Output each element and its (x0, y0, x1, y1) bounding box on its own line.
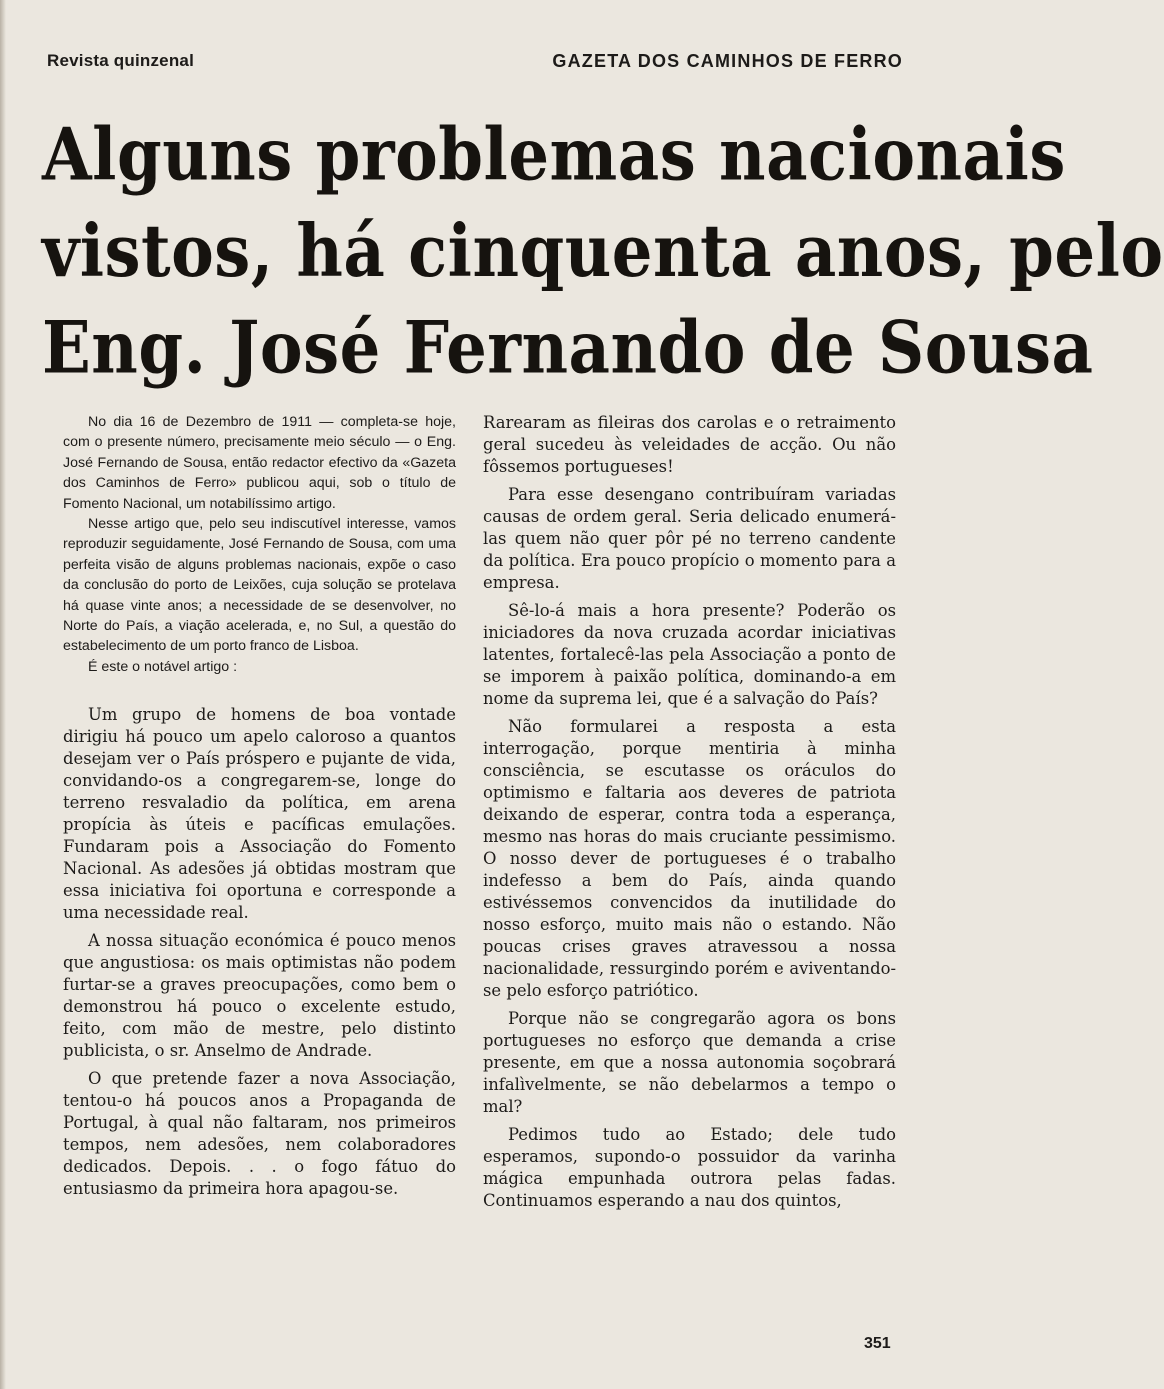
title-line-3: Eng. José Fernando de Sousa (42, 306, 1094, 391)
body-paragraph: Sê-lo-á mais a hora presente? Poderão os iniciadores da nova cruzada acordar iniciativas latentes, fortalecê-las pela Associação a ponto de se imporem à paixão política, dominando-a em nome da suprema lei, que é a salvação do País? (483, 601, 896, 708)
body-paragraph: Para esse desengano contribuíram variadas causas de ordem geral. Seria delicado enumerá-las quem não quer pôr pé no terreno candente da política. Era pouco propício o momento para a empresa. (483, 485, 896, 592)
intro-paragraph: É este o notável artigo : (88, 658, 238, 675)
page-edge-shadow (0, 0, 6, 1389)
title-line-2: vistos, há cinquenta anos, pelo (42, 209, 1164, 294)
intro-note (63, 412, 456, 677)
body-paragraph: Um grupo de homens de boa vontade dirigiu há pouco um apelo caloroso a quantos desejam ver o País próspero e pujante de vida, convidando-os a congregarem-se, longe do terreno resvaladio da política, em arena propícia às úteis e pacíficas emulações. Fundaram pois a Associação do Fomento Nacional. As adesões já obtidas mostram que essa iniciativa foi oportuna e corresponde a uma necessidade real. (63, 705, 456, 923)
page-number: 351 (864, 1335, 891, 1352)
intro-paragraph: No dia 16 de Dezembro de 1911 — completa-se hoje, com o presente número, precisamente meio século — o Eng. José Fernando de Sousa, então redactor efectivo da «Gazeta dos Caminhos de Ferro» publicou aqui, sob o título de Fomento Nacional, um notabilíssimo artigo. (63, 414, 456, 512)
header-right: GAZETA DOS CAMINHOS DE FERRO (552, 50, 903, 71)
body-paragraph: A nossa situação económica é pouco menos que angustiosa: os mais optimistas não podem furtar-se a graves preocupações, como bem o demonstrou há pouco o excelente estudo, feito, com mão de mestre, pelo distinto publicista, o sr. Anselmo de Andrade. (63, 931, 456, 1061)
body-paragraph: Não formularei a resposta a esta interrogação, porque mentiria à minha consciência, se escutasse os oráculos do optimismo e faltaria aos deveres de patriota deixando de esperar, contra toda a esperança, mesmo nas horas do mais cruciante pessimismo. O nosso dever de portugueses é o trabalho indefesso a bem do País, ainda quando estivéssemos convencidos da inutilidade do nosso esforço, muito mais não o estando. Não poucas crises graves atravessou a nossa nacionalidade, ressurgindo porém e aviventando-se pelo esforço patriótico. (483, 717, 896, 1000)
intro-paragraph: Nesse artigo que, pelo seu indiscutível interesse, vamos reproduzir seguidamente, José Fernando de Sousa, com uma perfeita visão de alguns problemas nacionais, expõe o caso da conclusão do porto de Leixões, cuja solução se protelava há quase vinte anos; a necessidade de se desenvolver, no Norte do País, a viação acelerada, e, no Sul, a questão do estabelecimento de um porto franco de Lisboa. (63, 516, 456, 655)
running-header (47, 46, 903, 76)
body-paragraph: Rarearam as fileiras dos carolas e o retraimento geral sucedeu às veleidades de acção. Ou não fôssemos portugueses! (483, 413, 896, 476)
title-line-1: Alguns problemas nacionais (42, 113, 1066, 198)
article-body-right (483, 412, 896, 1212)
article-title (42, 108, 1164, 397)
left-column (63, 412, 456, 1200)
article-body-left (63, 704, 456, 1200)
body-paragraph: O que pretende fazer a nova Associação, tentou-o há poucos anos a Propaganda de Portugal, à qual não faltaram, nos primeiros tempos, nem adesões, nem colaboradores dedicados. Depois. . . o fogo fátuo do entusiasmo da primeira hora apagou-se. (63, 1069, 456, 1199)
body-paragraph: Porque não se congregarão agora os bons portugueses no esforço que demanda a crise presente, em que a nossa autonomia soçobrará infalìvelmente, se não debelarmos a tempo o mal? (483, 1009, 896, 1116)
right-column (483, 412, 896, 1212)
header-left: Revista quinzenal (47, 51, 194, 70)
body-paragraph: Pedimos tudo ao Estado; dele tudo esperamos, supondo-o possuidor da varinha mágica empunhada outrora pelas fadas. Continuamos esperando a nau dos quintos, (483, 1125, 896, 1210)
